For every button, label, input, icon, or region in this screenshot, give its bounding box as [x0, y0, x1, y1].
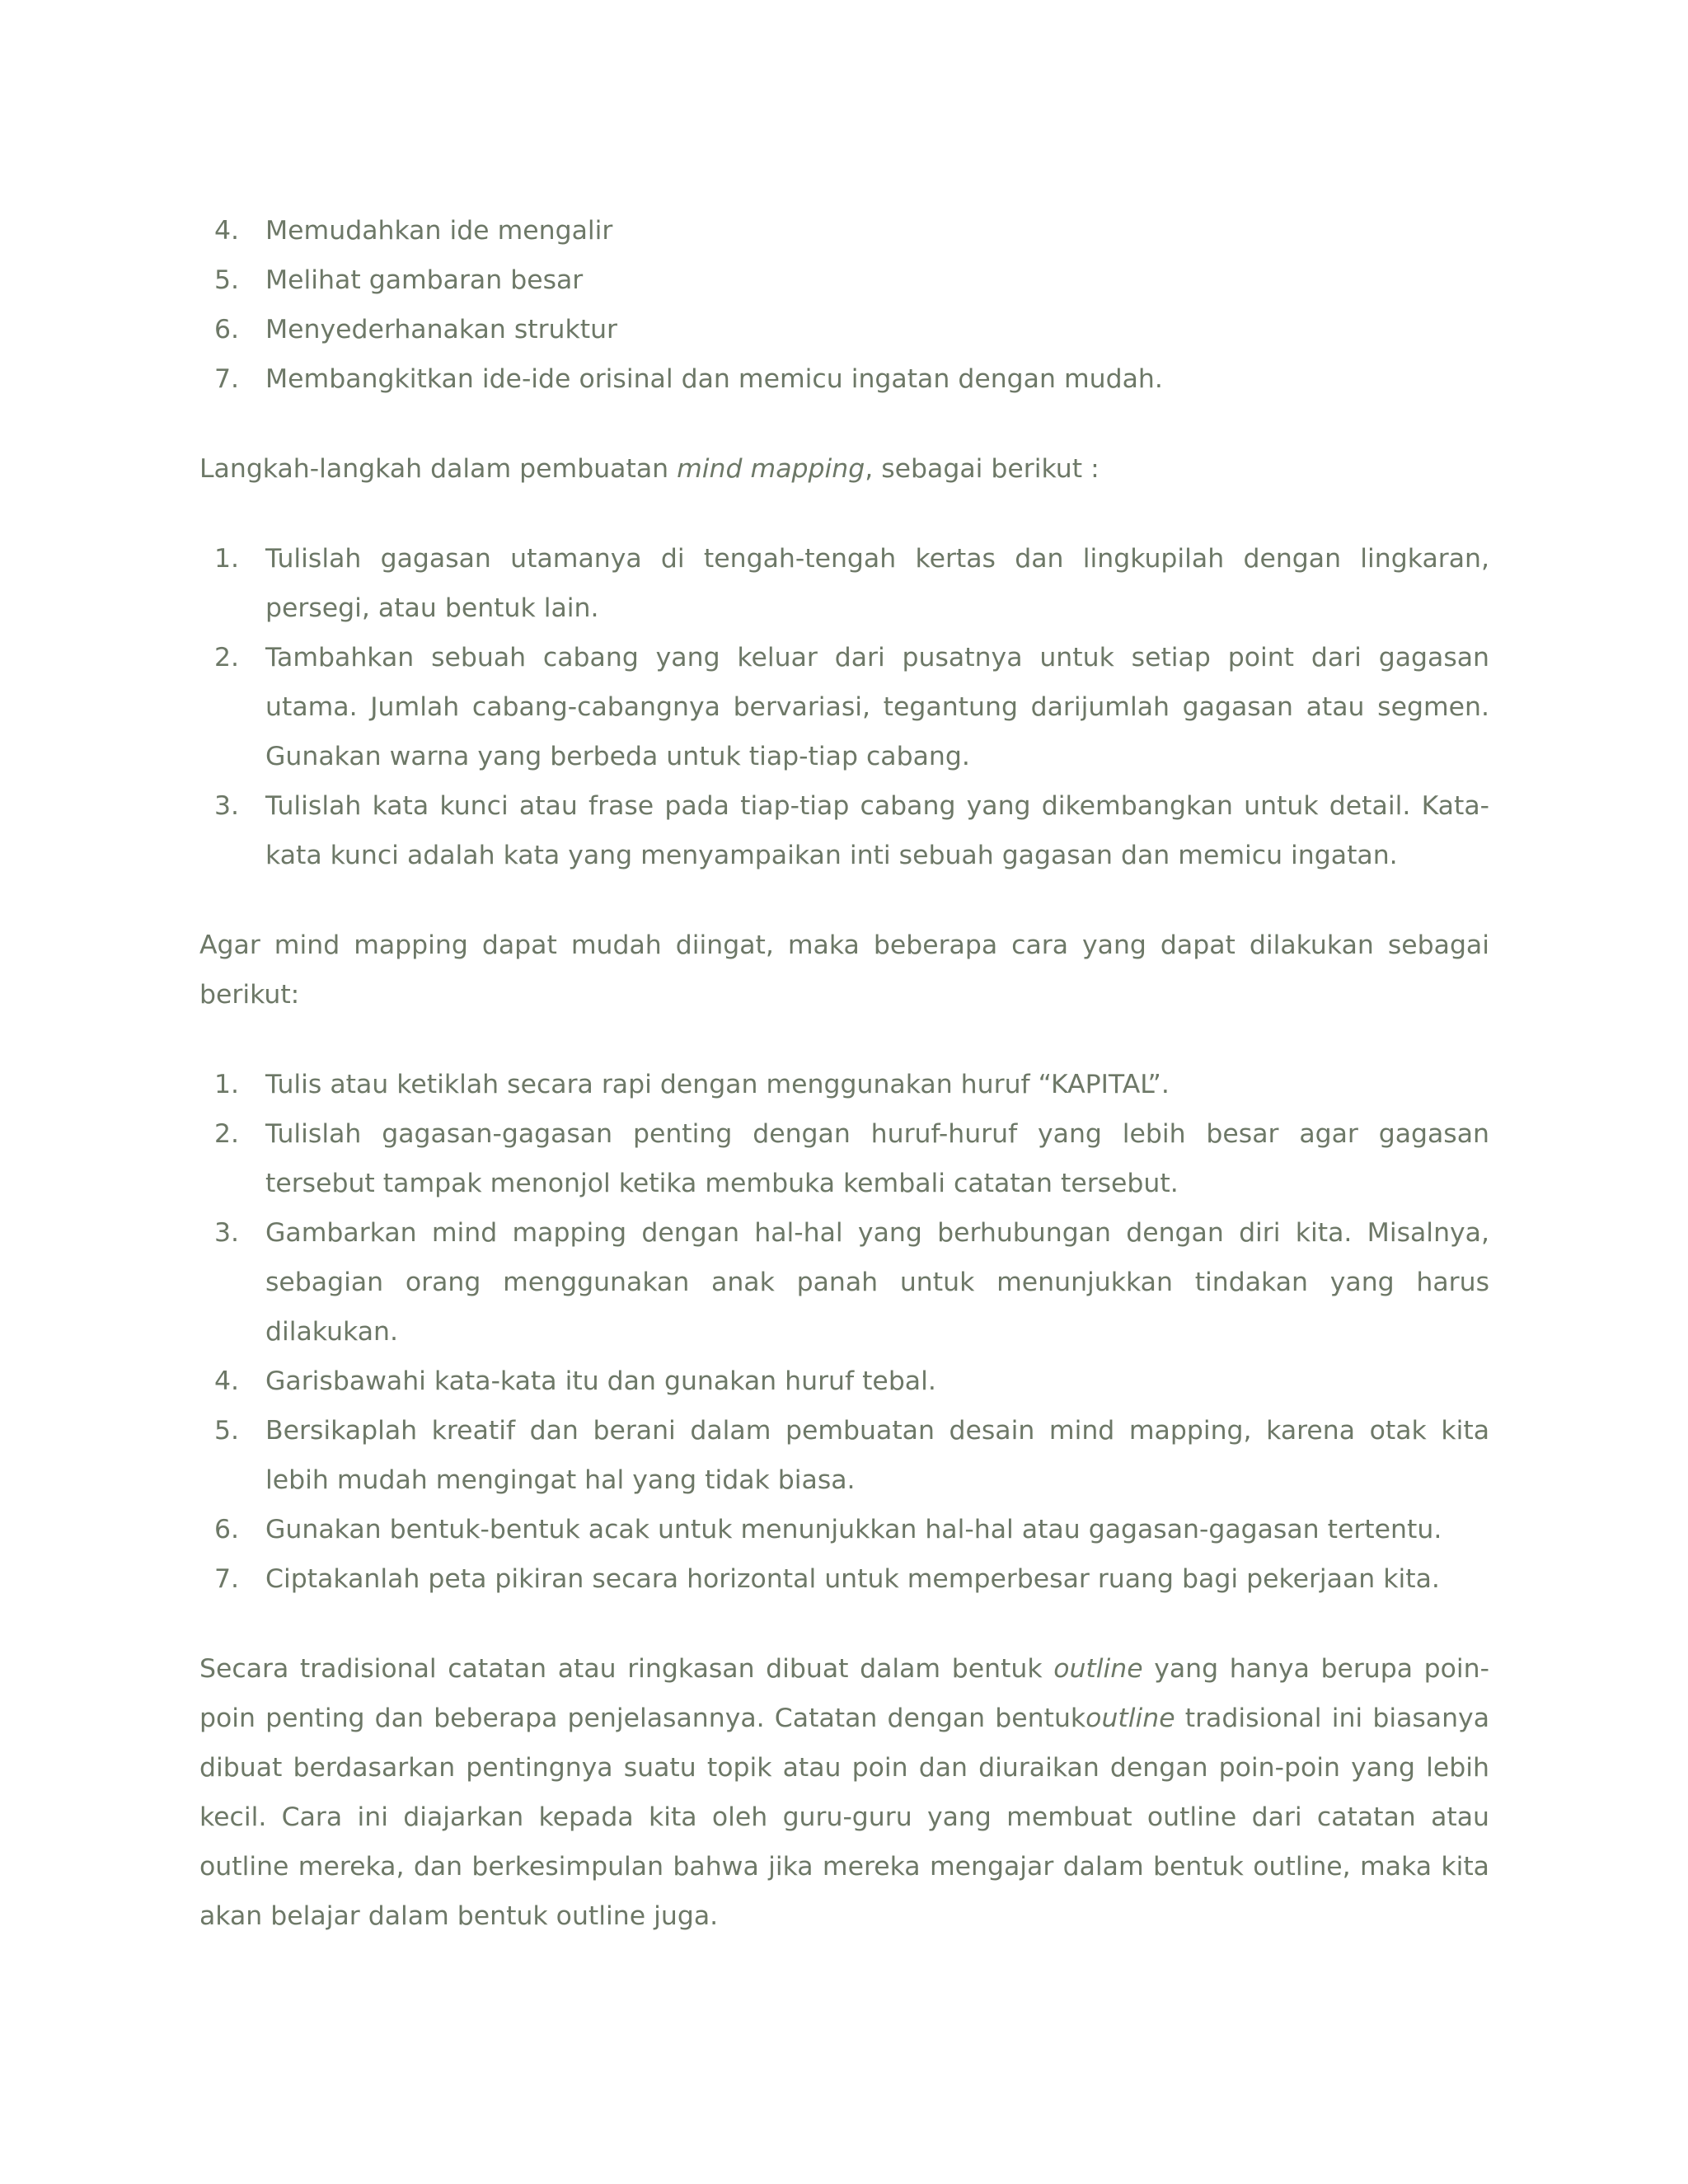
- outline-italic: outline: [1085, 1704, 1175, 1733]
- list-item: [199, 1060, 1489, 1109]
- list-item: [199, 1505, 1489, 1554]
- list-number: 2.: [214, 643, 240, 673]
- list-number: 7.: [214, 364, 240, 394]
- tips-intro-paragraph: Agar mind mapping dapat mudah diingat, maka beberapa cara yang dapat dilakukan sebagai berikut:: [199, 930, 1489, 1010]
- steps-intro-text: Langkah-langkah dalam pembuatan: [199, 454, 678, 484]
- steps-intro-text-end: , sebagai berikut :: [865, 454, 1100, 484]
- steps-list: [199, 534, 1489, 880]
- document-page: [199, 206, 1489, 1941]
- benefits-list: [199, 206, 1489, 404]
- list-item: [199, 1208, 1489, 1357]
- paragraph-spacer: [199, 404, 1489, 444]
- list-item-text: Tambahkan sebuah cabang yang keluar dari pusatnya untuk setiap point dari gagasan utama. Jumlah cabang-cabangnya bervariasi, tegantung darijumlah gagasan atau segmen. Gunakan warna yang berbeda untuk tiap-tiap cabang.: [265, 643, 1489, 771]
- list-item: [199, 1406, 1489, 1505]
- list-item-text: Tulislah gagasan utamanya di tengah-tengah kertas dan lingkupilah dengan lingkaran, persegi, atau bentuk lain.: [265, 544, 1489, 623]
- tips-list: [199, 1060, 1489, 1604]
- list-item: [199, 206, 1489, 255]
- list-item-text: Bersikaplah kreatif dan berani dalam pembuatan desain mind mapping, karena otak kita lebih mudah mengingat hal yang tidak biasa.: [265, 1416, 1489, 1495]
- outline-text: yang hanya berupa poin-poin penting dan beberapa penjelasannya. Catatan dengan bentuk: [199, 1654, 1489, 1733]
- steps-intro-paragraph: [199, 444, 1489, 494]
- outline-text: tradisional ini biasanya dibuat berdasarkan pentingnya suatu topik atau poin dan diuraikan dengan poin-poin yang lebih kecil. Cara ini diajarkan kepada kita oleh guru-guru yang membuat outline dari catatan atau outline mereka, dan berkesimpulan bahwa jika mereka mengajar dalam bentuk outline, maka kita akan belajar dalam bentuk outline juga.: [199, 1704, 1489, 1931]
- list-item: [199, 305, 1489, 354]
- list-item: [199, 1357, 1489, 1406]
- paragraph-spacer: [199, 494, 1489, 534]
- list-number: 7.: [214, 1564, 240, 1594]
- list-number: 6.: [214, 315, 240, 344]
- list-number: 1.: [214, 1070, 240, 1099]
- list-item: [199, 255, 1489, 305]
- list-number: 4.: [214, 216, 240, 246]
- outline-paragraph: [199, 1644, 1489, 1941]
- list-item-text: Gambarkan mind mapping dengan hal-hal yang berhubungan dengan diri kita. Misalnya, sebagian orang menggunakan anak panah untuk menunjukkan tindakan yang harus dilakukan.: [265, 1218, 1489, 1347]
- list-number: 6.: [214, 1515, 240, 1544]
- list-item: [199, 354, 1489, 404]
- list-item-text: Tulis atau ketiklah secara rapi dengan menggunakan huruf “KAPITAL”.: [265, 1070, 1170, 1099]
- list-item-text: Ciptakanlah peta pikiran secara horizontal untuk memperbesar ruang bagi pekerjaan kita.: [265, 1564, 1440, 1594]
- list-number: 5.: [214, 1416, 240, 1446]
- list-number: 1.: [214, 544, 240, 574]
- list-number: 3.: [214, 1218, 240, 1248]
- paragraph-spacer: [199, 1604, 1489, 1644]
- outline-italic: outline: [1053, 1654, 1143, 1684]
- list-number: 2.: [214, 1119, 240, 1149]
- list-item-text: Membangkitkan ide-ide orisinal dan memicu ingatan dengan mudah.: [265, 364, 1163, 394]
- list-item-text: Menyederhanakan struktur: [265, 315, 618, 344]
- list-item: [199, 1554, 1489, 1604]
- list-number: 5.: [214, 265, 240, 295]
- list-item-text: Melihat gambaran besar: [265, 265, 584, 295]
- list-number: 4.: [214, 1366, 240, 1396]
- list-item: [199, 1109, 1489, 1208]
- list-item-text: Gunakan bentuk-bentuk acak untuk menunjukkan hal-hal atau gagasan-gagasan tertentu.: [265, 1515, 1442, 1544]
- list-item: [199, 633, 1489, 781]
- list-item: [199, 534, 1489, 633]
- list-item-text: Tulislah kata kunci atau frase pada tiap-tiap cabang yang dikembangkan untuk detail. Kata-kata kunci adalah kata yang menyampaikan inti sebuah gagasan dan memicu ingatan.: [265, 791, 1489, 870]
- paragraph-spacer: [199, 1019, 1489, 1060]
- list-item-text: Garisbawahi kata-kata itu dan gunakan huruf tebal.: [265, 1366, 936, 1396]
- list-item: [199, 781, 1489, 880]
- steps-intro-italic: mind mapping: [677, 454, 865, 484]
- list-item-text: Memudahkan ide mengalir: [265, 216, 613, 246]
- list-number: 3.: [214, 791, 240, 821]
- paragraph-spacer: [199, 880, 1489, 921]
- outline-text: Secara tradisional catatan atau ringkasan dibuat dalam bentuk: [199, 1654, 1054, 1684]
- list-item-text: Tulislah gagasan-gagasan penting dengan huruf-huruf yang lebih besar agar gagasan tersebut tampak menonjol ketika membuka kembali catatan tersebut.: [265, 1119, 1489, 1198]
